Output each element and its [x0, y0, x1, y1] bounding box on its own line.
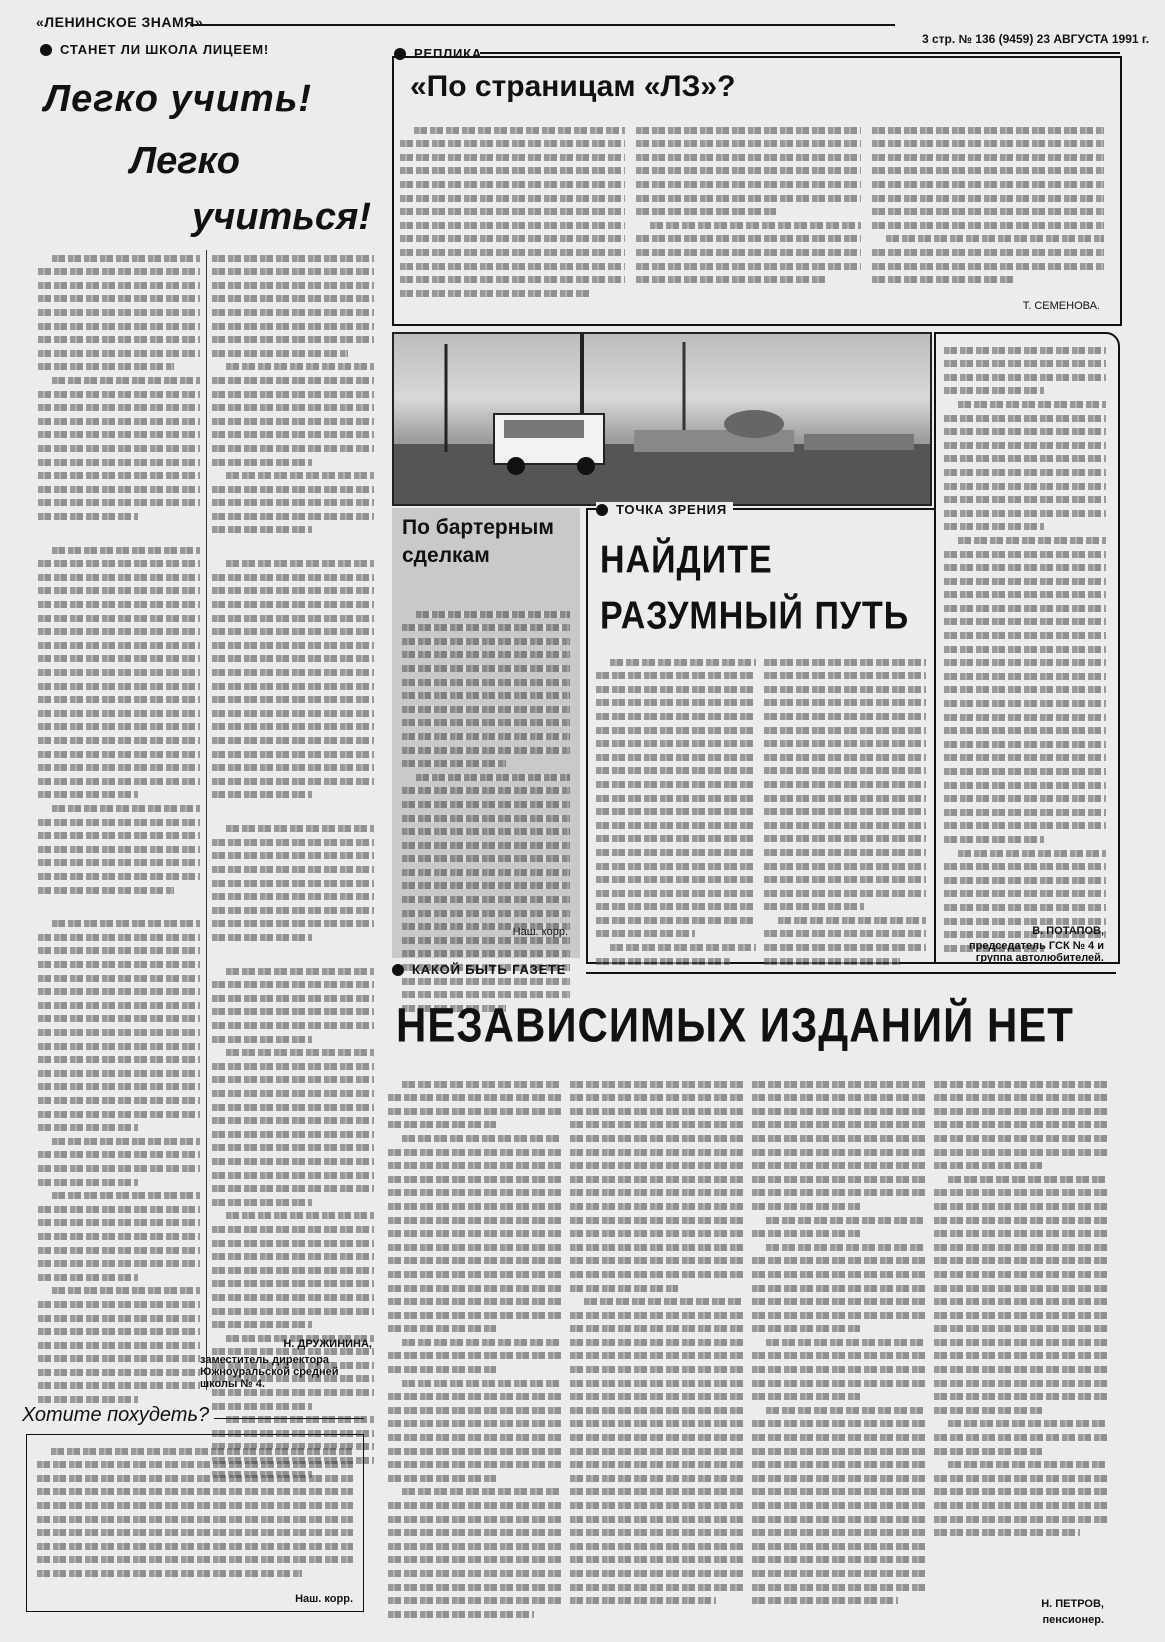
independent-rubric — [392, 962, 566, 977]
independent-column-1 — [388, 1074, 562, 1624]
viewpoint-column-1 — [596, 652, 756, 971]
rubric-bullet-icon — [596, 504, 608, 516]
lose-weight-title-rule — [214, 1418, 364, 1419]
school-author-title: заместитель директора Южноуральской средней школы № 4. — [200, 1354, 339, 1390]
barter-headline: По бартерным сделкам — [402, 516, 554, 567]
school-headline-line2: Легко — [130, 140, 240, 182]
independent-author-title: пенсионер. — [1042, 1614, 1104, 1626]
independent-author-name: Н. ПЕТРОВ, — [1041, 1598, 1104, 1610]
school-headline-line3: учиться! — [192, 196, 372, 238]
school-column-rule — [206, 250, 207, 1390]
masthead-rule — [190, 24, 895, 26]
school-rubric-label: СТАНЕТ ЛИ ШКОЛА ЛИЦЕЕМ! — [60, 42, 270, 57]
barter-box — [392, 508, 580, 958]
school-headline-line1: Легко учить! — [44, 78, 313, 120]
lose-weight-ad — [18, 1404, 368, 1616]
independent-rubric-label: КАКОЙ БЫТЬ ГАЗЕТЕ — [412, 962, 567, 977]
viewpoint-author-name: В. ПОТАПОВ, — [1032, 925, 1104, 937]
independent-top-rule — [586, 972, 1116, 974]
replica-headline: «По страницам «ЛЗ»? — [410, 70, 736, 103]
viewpoint-column-2 — [764, 652, 926, 971]
rubric-bullet-icon — [40, 44, 52, 56]
independent-headline: НЕЗАВИСИМЫХ ИЗДАНИЙ НЕТ — [396, 998, 1074, 1053]
independent-column-4 — [934, 1074, 1108, 1543]
lose-weight-box — [26, 1434, 364, 1612]
school-article-column-1 — [38, 248, 200, 1410]
issue-line: 3 стр. № 136 (9459) 23 АВГУСТА 1991 г. — [922, 32, 1150, 46]
viewpoint-headline-line1: НАЙДИТЕ — [600, 538, 773, 582]
replica-rubric-label: РЕПЛИКА — [414, 46, 483, 61]
paper-name: «ЛЕНИНСКОЕ ЗНАМЯ» — [36, 14, 204, 30]
school-rubric — [40, 42, 269, 57]
school-author-name: Н. ДРУЖИНИНА, — [283, 1338, 372, 1350]
road-photo — [392, 332, 932, 506]
lose-weight-title: Хотите похудеть? — [22, 1404, 210, 1426]
viewpoint-headline-line2: РАЗУМНЫЙ ПУТЬ — [600, 594, 910, 638]
replica-column-1 — [400, 120, 625, 303]
independent-column-2 — [570, 1074, 744, 1611]
replica-column-2 — [636, 120, 861, 290]
replica-column-3 — [872, 120, 1104, 290]
barter-text — [402, 604, 570, 1018]
lose-weight-signature: Наш. корр. — [295, 1593, 353, 1605]
school-article-column-2 — [212, 248, 374, 1484]
replica-top-rule — [480, 52, 1120, 54]
viewpoint-column-3 — [944, 340, 1106, 958]
rubric-bullet-icon — [392, 964, 404, 976]
road-photo-image — [394, 334, 930, 504]
viewpoint-rubric — [596, 502, 733, 517]
viewpoint-author-title: председатель ГСК № 4 и группа автолюбителей. — [968, 940, 1104, 964]
replica-author: Т. СЕМЕНОВА. — [1022, 300, 1100, 312]
viewpoint-rubric-label: ТОЧКА ЗРЕНИЯ — [616, 502, 727, 517]
independent-column-3 — [752, 1074, 926, 1611]
barter-signature: Наш. корр. — [512, 926, 568, 938]
